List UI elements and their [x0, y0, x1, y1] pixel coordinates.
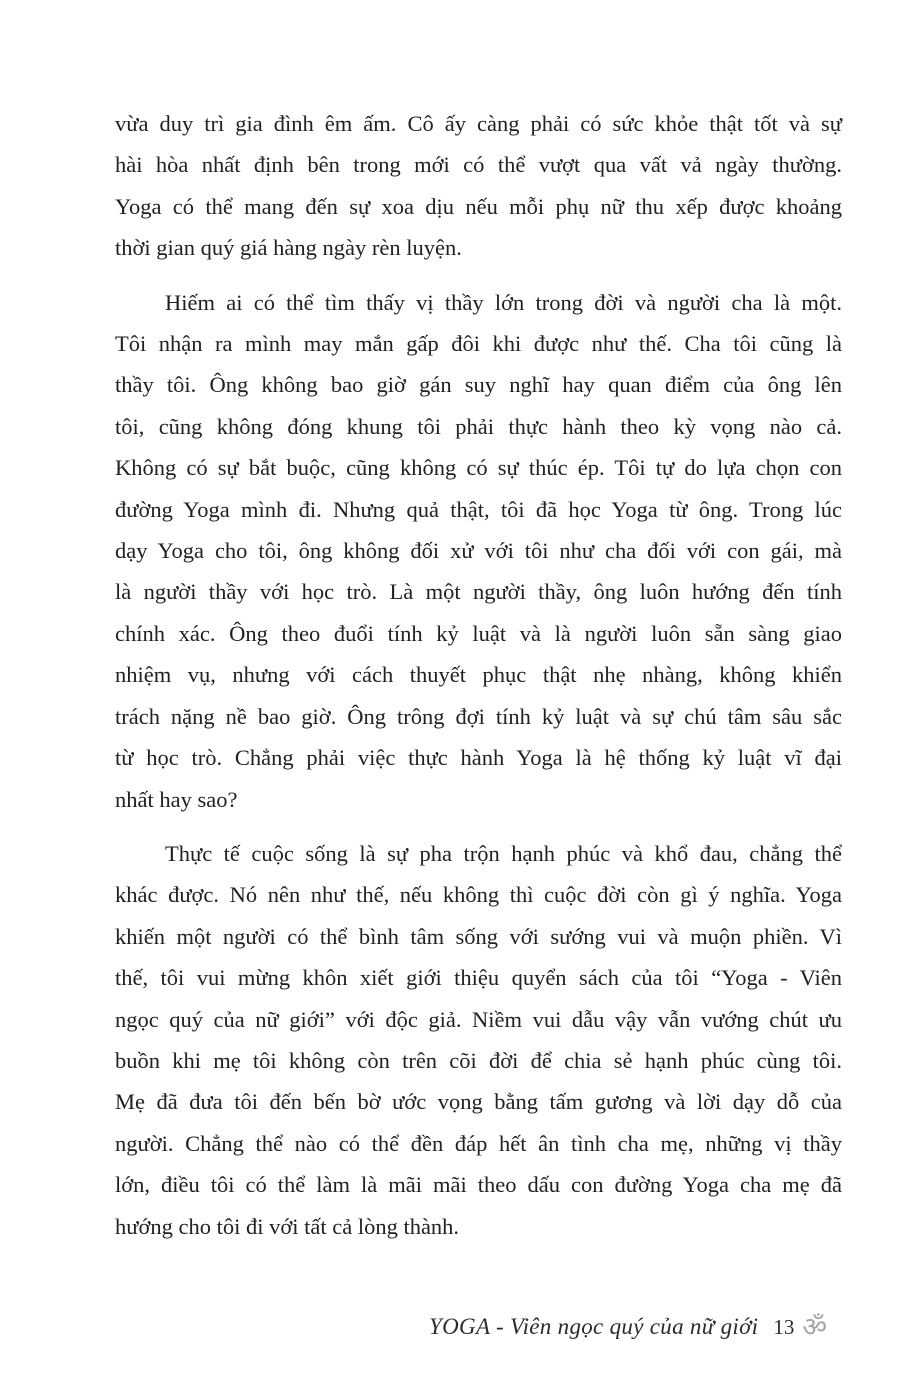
text-line: buồn khi mẹ tôi không còn trên cõi đời để chia sẻ hạnh phúc cùng tôi. [115, 1047, 842, 1073]
text-line: thế, tôi vui mừng khôn xiết giới thiệu quyển sách của tôi “Yoga - Viên [115, 965, 842, 991]
text-line: Tôi nhận ra mình may mắn gấp đôi khi được như thế. Cha tôi cũng là [115, 331, 842, 357]
text-line: dạy Yoga cho tôi, ông không đối xử với tôi như cha đối với con gái, mà [115, 538, 842, 564]
text-line: Yoga có thể mang đến sự xoa dịu nếu mỗi phụ nữ thu xếp được khoảng [115, 193, 842, 219]
text-line: Không có sự bắt buộc, cũng không có sự thúc ép. Tôi tự do lựa chọn con [115, 455, 842, 481]
text-line: đường Yoga mình đi. Nhưng quả thật, tôi đã học Yoga từ ông. Trong lúc [115, 496, 842, 522]
page-number: 13 [773, 1315, 795, 1339]
text-line: hướng cho tôi đi với tất cả lòng thành. [115, 1213, 460, 1239]
paragraph [115, 833, 842, 1247]
page-footer [429, 1305, 827, 1342]
text-line: Hiếm ai có thể tìm thấy vị thầy lớn trong đời và người cha là một. [165, 289, 842, 315]
text-line: khiến một người có thể bình tâm sống với sướng vui và muộn phiền. Vì [115, 923, 842, 949]
text-line: người. Chẳng thể nào có thể đền đáp hết ân tình cha mẹ, những vị thầy [115, 1130, 842, 1156]
text-line: hài hòa nhất định bên trong mới có thể vượt qua vất vả ngày thường. [115, 152, 842, 178]
text-line: là người thầy với học trò. Là một người thầy, ông luôn hướng đến tính [115, 579, 842, 605]
text-line: lớn, điều tôi có thể làm là mãi mãi theo dấu con đường Yoga cha mẹ đã [115, 1172, 842, 1198]
om-symbol-icon: ॐ [802, 1312, 827, 1343]
text-line: thời gian quý giá hàng ngày rèn luyện. [115, 235, 462, 261]
text-line: khác được. Nó nên như thế, nếu không thì cuộc đời còn gì ý nghĩa. Yoga [115, 882, 842, 908]
paragraph [115, 103, 842, 269]
text-line: Mẹ đã đưa tôi đến bến bờ ước vọng bằng tấm gương và lời dạy dỗ của [115, 1089, 842, 1115]
text-line: từ học trò. Chẳng phải việc thực hành Yoga là hệ thống kỷ luật vĩ đại [115, 745, 842, 771]
body-text [115, 103, 842, 1247]
paragraph [115, 282, 842, 820]
footer-book-title: YOGA - Viên ngọc quý của nữ giới [429, 1314, 759, 1339]
text-line: thầy tôi. Ông không bao giờ gán suy nghĩ hay quan điểm của ông lên [115, 372, 842, 398]
text-line: ngọc quý của nữ giới” với độc giả. Niềm vui dẫu vậy vẫn vướng chút ưu [115, 1006, 842, 1032]
text-line: chính xác. Ông theo đuổi tính kỷ luật và là người luôn sẵn sàng giao [115, 620, 842, 646]
text-line: nhất hay sao? [115, 786, 238, 812]
text-line: vừa duy trì gia đình êm ấm. Cô ấy càng phải có sức khỏe thật tốt và sự [115, 111, 842, 136]
text-line: tôi, cũng không đóng khung tôi phải thực hành theo kỳ vọng nào cả. [115, 413, 842, 439]
text-line: trách nặng nề bao giờ. Ông trông đợi tính kỷ luật và sự chú tâm sâu sắc [115, 703, 842, 729]
text-line: nhiệm vụ, nhưng với cách thuyết phục thật nhẹ nhàng, không khiển [115, 662, 842, 688]
text-line: Thực tế cuộc sống là sự pha trộn hạnh phúc và khổ đau, chẳng thể [165, 840, 842, 866]
